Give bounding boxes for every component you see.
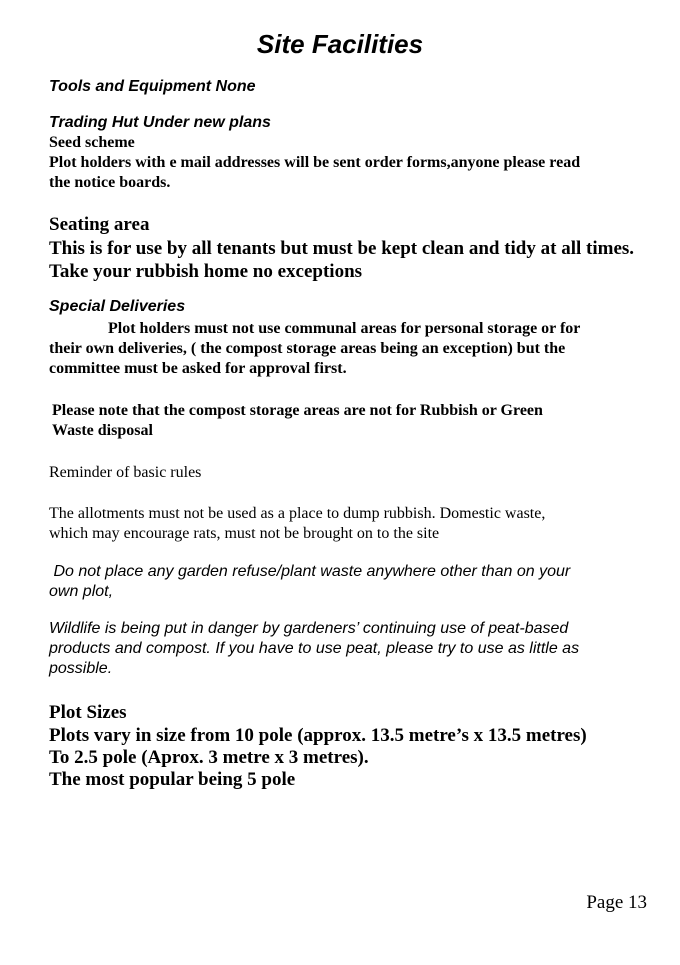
seed-scheme-text-line-1: Plot holders with e mail addresses will be sent order forms,anyone please read: [49, 154, 581, 171]
seed-scheme-label: Seed scheme: [49, 134, 135, 151]
refuse-rule-line-2: own plot,: [49, 583, 114, 600]
dump-rule-line-1: The allotments must not be used as a place to dump rubbish. Domestic waste,: [49, 505, 546, 522]
trading-hut-heading: Trading Hut Under new plans: [49, 114, 271, 131]
special-deliveries-line-3: committee must be asked for approval first.: [49, 360, 347, 377]
seating-area-heading: Seating area: [49, 214, 150, 235]
page-number: Page 13: [586, 892, 647, 913]
tools-equipment-heading: Tools and Equipment None: [49, 78, 256, 95]
page-title: Site Facilities: [256, 29, 424, 59]
special-deliveries-line-2: their own deliveries, ( the compost storage areas being an exception) but the: [49, 340, 566, 357]
seating-area-text-line-2: Take your rubbish home no exceptions: [49, 261, 363, 282]
reminder-heading: Reminder of basic rules: [49, 464, 202, 481]
wildlife-line-1: Wildlife is being put in danger by gardeners’ continuing use of peat-based: [49, 620, 569, 637]
seating-area-text-line-1: This is for use by all tenants but must be kept clean and tidy at all times.: [49, 238, 635, 259]
plot-sizes-line-1: Plots vary in size from 10 pole (approx. 13.5 metre’s x 13.5 metres): [49, 725, 587, 746]
seed-scheme-text-line-2: the notice boards.: [49, 174, 171, 191]
dump-rule-line-2: which may encourage rats, must not be brought on to the site: [49, 525, 440, 542]
compost-note-line-1: Please note that the compost storage areas are not for Rubbish or Green: [52, 402, 543, 419]
plot-sizes-line-3: The most popular being 5 pole: [49, 769, 296, 790]
compost-note-line-2: Waste disposal: [52, 422, 153, 439]
special-deliveries-line-1: [49, 319, 580, 339]
wildlife-line-3: possible.: [49, 660, 113, 677]
plot-sizes-line-2: To 2.5 pole (Aprox. 3 metre x 3 metres).: [49, 747, 369, 768]
wildlife-line-2: products and compost. If you have to use peat, please try to use as little as: [49, 640, 580, 657]
plot-sizes-heading: Plot Sizes: [49, 702, 127, 723]
special-deliveries-line-1-text: Plot holders must not use communal areas for personal storage or for: [108, 320, 581, 337]
refuse-rule-line-1: Do not place any garden refuse/plant waste anywhere other than on your: [49, 563, 571, 580]
special-deliveries-heading: Special Deliveries: [49, 298, 186, 315]
